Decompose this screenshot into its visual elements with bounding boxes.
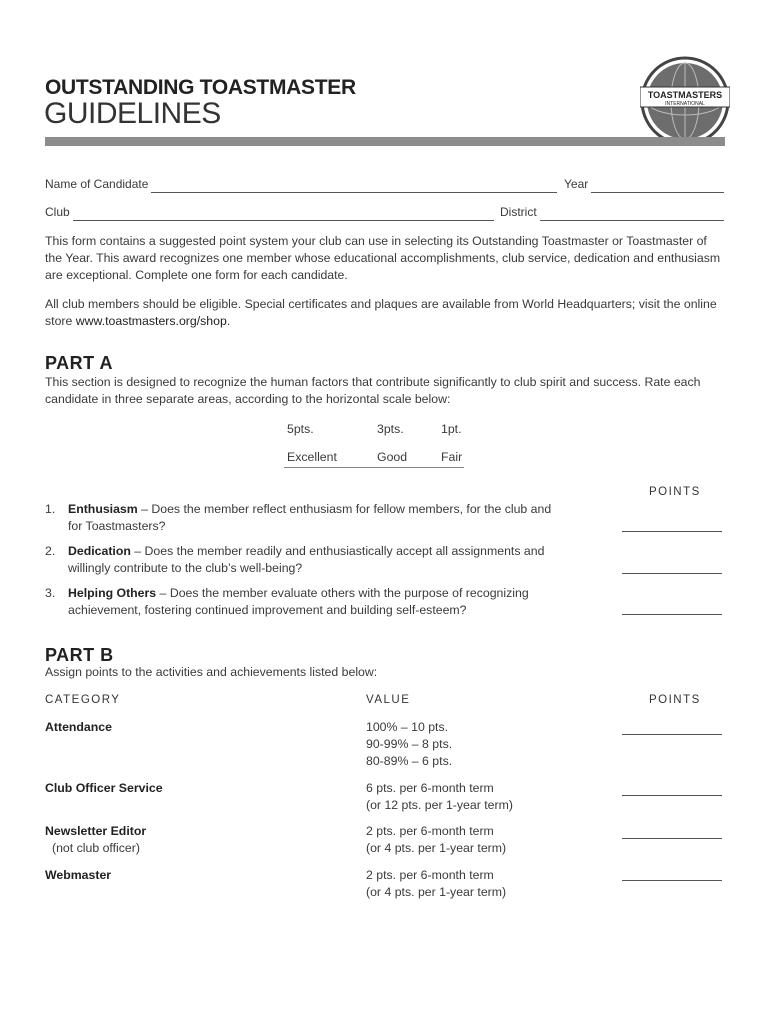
year-blank[interactable] [591, 180, 724, 193]
scale-points-3: 3pts. [377, 422, 404, 436]
club-field[interactable] [45, 204, 494, 221]
item-title: Enthusiasm [68, 502, 138, 516]
item-text: – Does the member reflect enthusiasm for fellow members, for the club and for Toastmasters? [68, 502, 552, 533]
club-blank[interactable] [73, 208, 494, 221]
points-blank-club-officer-service[interactable] [622, 795, 722, 796]
value-line: 90-99% – 8 pts. [366, 737, 453, 751]
points-blank-newsletter-editor[interactable] [622, 838, 722, 839]
scale-rating-excellent: Excellent [287, 450, 337, 464]
value-line: 100% – 10 pts. [366, 720, 449, 734]
part-b-heading: PART B [45, 645, 114, 665]
points-blank-dedication[interactable] [622, 573, 722, 574]
value-attendance [366, 719, 452, 770]
part-a-item [45, 543, 565, 577]
value-club-officer-service [366, 780, 513, 814]
part-a-description: This section is designed to recognize the human factors that contribute significantly to club spirit and success. Rate each candidate in three separate areas, according to the horizontal scale below: [45, 375, 701, 406]
item-title: Helping Others [68, 586, 157, 600]
category-newsletter-editor [45, 823, 146, 857]
header-rule [45, 137, 725, 146]
category-club-officer-service: Club Officer Service [45, 781, 163, 795]
value-line: 6 pts. per 6-month term [366, 781, 494, 795]
page-title-line2: GUIDELINES [44, 97, 221, 130]
club-label: Club [45, 205, 70, 219]
value-webmaster [366, 867, 506, 901]
part-b-description: Assign points to the activities and achievements listed below: [45, 665, 378, 679]
part-a-points-header: POINTS [649, 486, 701, 498]
intro-paragraph-2 [45, 296, 725, 330]
item-text: – Does the member readily and enthusiastically accept all assignments and willingly contribute to the club’s well-being? [68, 544, 545, 575]
value-line: (or 4 pts. per 1-year term) [366, 841, 507, 855]
year-label: Year [564, 177, 589, 191]
item-number: 3. [45, 586, 56, 600]
value-line: 2 pts. per 6-month term [366, 868, 494, 882]
name-field[interactable] [45, 176, 557, 193]
district-field[interactable] [500, 204, 724, 221]
col-category-header: CATEGORY [45, 694, 121, 706]
part-a-item [45, 501, 565, 535]
points-blank-attendance[interactable] [622, 734, 722, 735]
points-blank-enthusiasm[interactable] [622, 531, 722, 532]
item-number: 1. [45, 502, 56, 516]
district-blank[interactable] [540, 208, 724, 221]
item-text: – Does the member evaluate others with the purpose of recognizing achievement, fostering continued improvement and building self-esteem? [68, 586, 529, 617]
scale-divider [284, 467, 464, 468]
scale-points-1: 1pt. [441, 422, 462, 436]
value-line: (or 12 pts. per 1-year term) [366, 798, 513, 812]
name-blank[interactable] [151, 180, 557, 193]
category-note: (not club officer) [52, 841, 140, 855]
scale-rating-fair: Fair [441, 450, 463, 464]
intro-paragraph-1: This form contains a suggested point system your club can use in selecting its Outstanding Toastmaster or Toastmaster of the Year. This award recognizes one member whose educational accomplishments, club service, dedication and enthusiasm are exceptional. Complete one form for each candidate. [45, 234, 721, 282]
district-label: District [500, 205, 537, 219]
value-line: 2 pts. per 6-month term [366, 824, 494, 838]
year-field[interactable] [564, 176, 724, 193]
shop-link[interactable]: www.toastmasters.org/shop [75, 314, 227, 328]
logo-text-main: TOASTMASTERS [647, 90, 723, 100]
item-number: 2. [45, 544, 56, 558]
value-line: (or 4 pts. per 1-year term) [366, 885, 507, 899]
intro-paragraph-2-prefix: All club members should be eligible. Special certificates and plaques are available from World Headquarters; visit the online store [45, 297, 717, 328]
item-title: Dedication [68, 544, 131, 558]
col-points-header: POINTS [649, 694, 701, 706]
intro-paragraph-2-suffix: . [226, 314, 231, 328]
points-blank-webmaster[interactable] [622, 880, 722, 881]
category-label: Newsletter Editor [45, 824, 147, 838]
page-title-line1: OUTSTANDING TOASTMASTER [45, 76, 356, 99]
category-webmaster: Webmaster [45, 868, 112, 882]
points-blank-helping-others[interactable] [622, 614, 722, 615]
part-a-heading: PART A [45, 353, 113, 373]
logo-text-sub: INTERNATIONAL [665, 101, 705, 107]
scale-points-5: 5pts. [287, 422, 314, 436]
value-line: 80-89% – 6 pts. [366, 754, 453, 768]
category-attendance: Attendance [45, 720, 112, 734]
name-label: Name of Candidate [45, 177, 149, 191]
toastmasters-logo [640, 56, 730, 146]
col-value-header: VALUE [366, 694, 411, 706]
part-a-item [45, 585, 575, 619]
value-newsletter-editor [366, 823, 506, 857]
scale-rating-good: Good [377, 450, 408, 464]
